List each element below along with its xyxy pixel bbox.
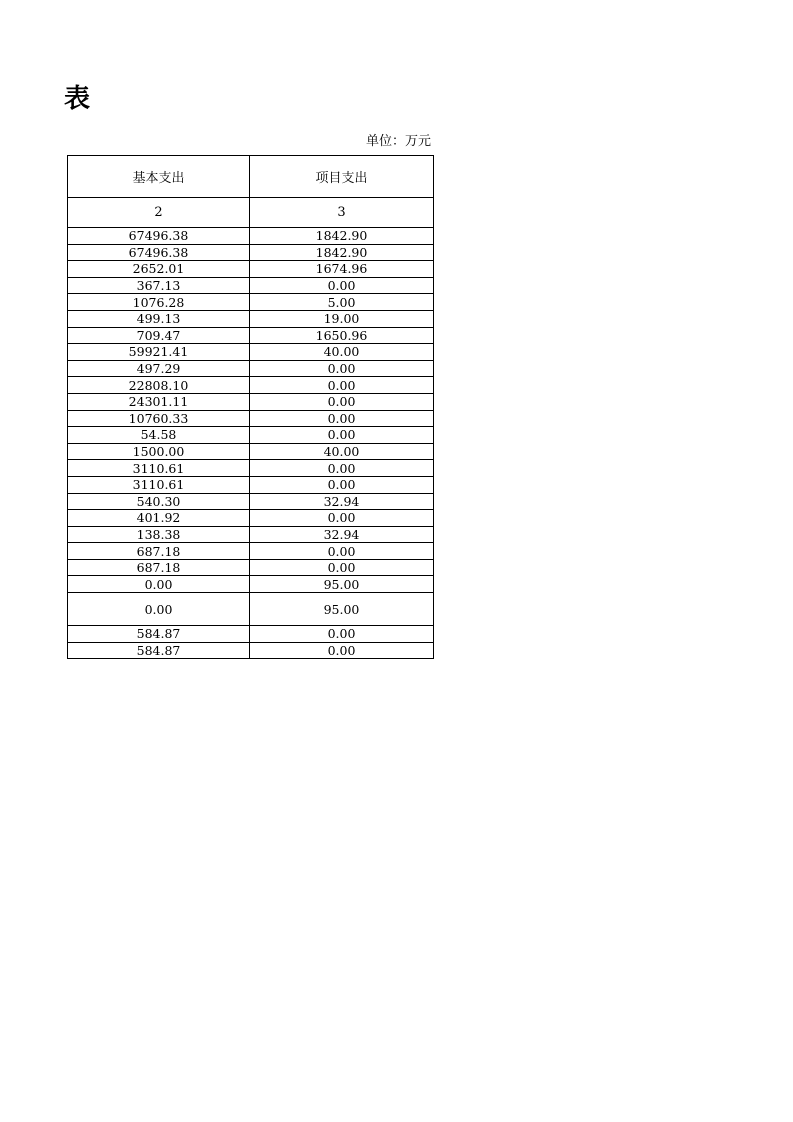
basic-expenditure-cell: 67496.38 <box>68 244 250 261</box>
basic-expenditure-cell: 1076.28 <box>68 294 250 311</box>
basic-expenditure-cell: 584.87 <box>68 626 250 643</box>
table-row <box>68 410 434 427</box>
project-expenditure-cell: 0.00 <box>250 510 434 527</box>
basic-expenditure-cell: 3110.61 <box>68 460 250 477</box>
project-expenditure-cell: 0.00 <box>250 427 434 444</box>
header-project-expenditure: 项目支出 <box>250 156 434 198</box>
project-expenditure-cell: 40.00 <box>250 443 434 460</box>
table-row <box>68 427 434 444</box>
basic-expenditure-cell: 687.18 <box>68 559 250 576</box>
table-row <box>68 360 434 377</box>
project-expenditure-cell: 1650.96 <box>250 327 434 344</box>
project-expenditure-cell: 95.00 <box>250 593 434 626</box>
table-row <box>68 559 434 576</box>
basic-expenditure-cell: 67496.38 <box>68 228 250 245</box>
basic-expenditure-cell: 1500.00 <box>68 443 250 460</box>
basic-expenditure-cell: 584.87 <box>68 642 250 659</box>
basic-expenditure-cell: 54.58 <box>68 427 250 444</box>
basic-expenditure-cell: 540.30 <box>68 493 250 510</box>
basic-expenditure-cell: 138.38 <box>68 526 250 543</box>
table-row <box>68 344 434 361</box>
table-row <box>68 593 434 626</box>
table-row <box>68 510 434 527</box>
basic-expenditure-cell: 709.47 <box>68 327 250 344</box>
basic-expenditure-cell: 24301.11 <box>68 393 250 410</box>
basic-expenditure-cell: 499.13 <box>68 310 250 327</box>
column-index-row <box>68 198 434 228</box>
basic-expenditure-cell: 367.13 <box>68 277 250 294</box>
table-row <box>68 244 434 261</box>
table-row <box>68 277 434 294</box>
project-expenditure-cell: 0.00 <box>250 642 434 659</box>
table-header-row <box>68 156 434 198</box>
table-row <box>68 526 434 543</box>
project-expenditure-cell: 0.00 <box>250 476 434 493</box>
project-expenditure-cell: 0.00 <box>250 277 434 294</box>
basic-expenditure-cell: 0.00 <box>68 593 250 626</box>
project-expenditure-cell: 0.00 <box>250 360 434 377</box>
project-expenditure-cell: 32.94 <box>250 493 434 510</box>
table-row <box>68 460 434 477</box>
table-row <box>68 327 434 344</box>
project-expenditure-cell: 40.00 <box>250 344 434 361</box>
table-row <box>68 377 434 394</box>
project-expenditure-cell: 0.00 <box>250 410 434 427</box>
basic-expenditure-cell: 401.92 <box>68 510 250 527</box>
project-expenditure-cell: 0.00 <box>250 460 434 477</box>
table-row <box>68 393 434 410</box>
page-title: 表 <box>64 84 91 114</box>
project-expenditure-cell: 0.00 <box>250 393 434 410</box>
table-row <box>68 476 434 493</box>
basic-expenditure-cell: 10760.33 <box>68 410 250 427</box>
basic-expenditure-cell: 497.29 <box>68 360 250 377</box>
basic-expenditure-cell: 3110.61 <box>68 476 250 493</box>
basic-expenditure-cell: 687.18 <box>68 543 250 560</box>
basic-expenditure-cell: 0.00 <box>68 576 250 593</box>
table-row <box>68 310 434 327</box>
header-basic-expenditure: 基本支出 <box>68 156 250 198</box>
table-row <box>68 228 434 245</box>
project-expenditure-cell: 1842.90 <box>250 244 434 261</box>
column-index-cell: 3 <box>250 198 434 228</box>
project-expenditure-cell: 0.00 <box>250 626 434 643</box>
project-expenditure-cell: 32.94 <box>250 526 434 543</box>
project-expenditure-cell: 95.00 <box>250 576 434 593</box>
table-row <box>68 294 434 311</box>
basic-expenditure-cell: 59921.41 <box>68 344 250 361</box>
unit-label: 单位：万元 <box>365 134 431 149</box>
table-row <box>68 443 434 460</box>
table-row <box>68 543 434 560</box>
table-row <box>68 642 434 659</box>
table-row <box>68 261 434 278</box>
column-index-cell: 2 <box>68 198 250 228</box>
basic-expenditure-cell: 22808.10 <box>68 377 250 394</box>
project-expenditure-cell: 0.00 <box>250 559 434 576</box>
project-expenditure-cell: 1842.90 <box>250 228 434 245</box>
project-expenditure-cell: 5.00 <box>250 294 434 311</box>
project-expenditure-cell: 0.00 <box>250 377 434 394</box>
project-expenditure-cell: 19.00 <box>250 310 434 327</box>
basic-expenditure-cell: 2652.01 <box>68 261 250 278</box>
table-row <box>68 626 434 643</box>
project-expenditure-cell: 1674.96 <box>250 261 434 278</box>
project-expenditure-cell: 0.00 <box>250 543 434 560</box>
table-row <box>68 493 434 510</box>
expenditure-table <box>67 155 434 659</box>
table-row <box>68 576 434 593</box>
